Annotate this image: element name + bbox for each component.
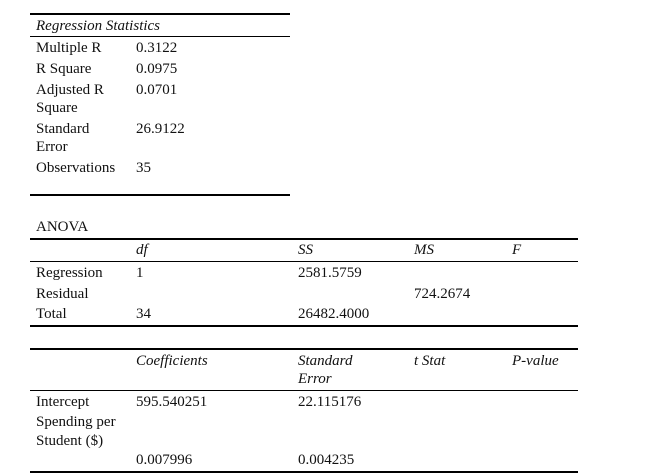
reg-label-standard-error: Standard Error: [36, 121, 90, 155]
coef-header-standard-error: Standard Error: [298, 353, 353, 387]
coef-top-rule: [30, 348, 578, 350]
anova-row-total-df: 34: [136, 306, 151, 322]
reg-label-multiple-r: Multiple R: [36, 40, 102, 56]
reg-label-r-square: R Square: [36, 61, 92, 77]
anova-bottom-rule: [30, 325, 578, 327]
coef-header-coefficients: Coefficients: [136, 353, 208, 369]
anova-top-rule: [30, 238, 578, 240]
anova-row-residual-label: Residual: [36, 286, 89, 302]
coef-header-t-stat: t Stat: [414, 353, 446, 369]
anova-header-ms: MS: [414, 242, 434, 258]
anova-header-f: F: [512, 242, 522, 258]
reg-label-adjusted-r-square: Adjusted R Square: [36, 82, 104, 116]
coef-header-rule: [30, 390, 578, 391]
anova-title: ANOVA: [36, 219, 89, 235]
reg-bottom-rule: [30, 194, 290, 196]
anova-header-df: df: [136, 242, 148, 258]
reg-label-observations: Observations: [36, 160, 116, 176]
anova-row-residual-ms: 724.2674: [414, 286, 471, 302]
anova-row-regression-label: Regression: [36, 265, 103, 281]
reg-top-rule: [30, 13, 290, 15]
anova-row-total-label: Total: [36, 306, 67, 322]
anova-row-total-ss: 26482.4000: [298, 306, 370, 322]
coef-header-p-value: P-value: [512, 353, 559, 369]
reg-stats-title: Regression Statistics: [36, 18, 161, 34]
anova-row-regression-ss: 2581.5759: [298, 265, 362, 281]
coef-row-intercept-se: 22.115176: [298, 394, 362, 410]
reg-value-multiple-r: 0.3122: [136, 40, 178, 56]
anova-row-regression-df: 1: [136, 265, 144, 281]
coef-row-intercept-coef: 595.540251: [136, 394, 208, 410]
coef-row-spending-coef: 0.007996: [136, 452, 193, 468]
coef-bottom-rule: [30, 471, 578, 473]
reg-value-observations: 35: [136, 160, 151, 176]
reg-value-adjusted-r-square: 0.0701: [136, 82, 178, 98]
anova-header-rule: [30, 261, 578, 262]
coef-row-spending-label: Spending per Student ($): [36, 414, 116, 449]
coef-row-intercept-label: Intercept: [36, 394, 90, 410]
anova-header-ss: SS: [298, 242, 313, 258]
reg-value-r-square: 0.0975: [136, 61, 178, 77]
reg-value-standard-error: 26.9122: [136, 121, 185, 137]
coef-row-spending-se: 0.004235: [298, 452, 355, 468]
reg-title-rule: [30, 36, 290, 37]
